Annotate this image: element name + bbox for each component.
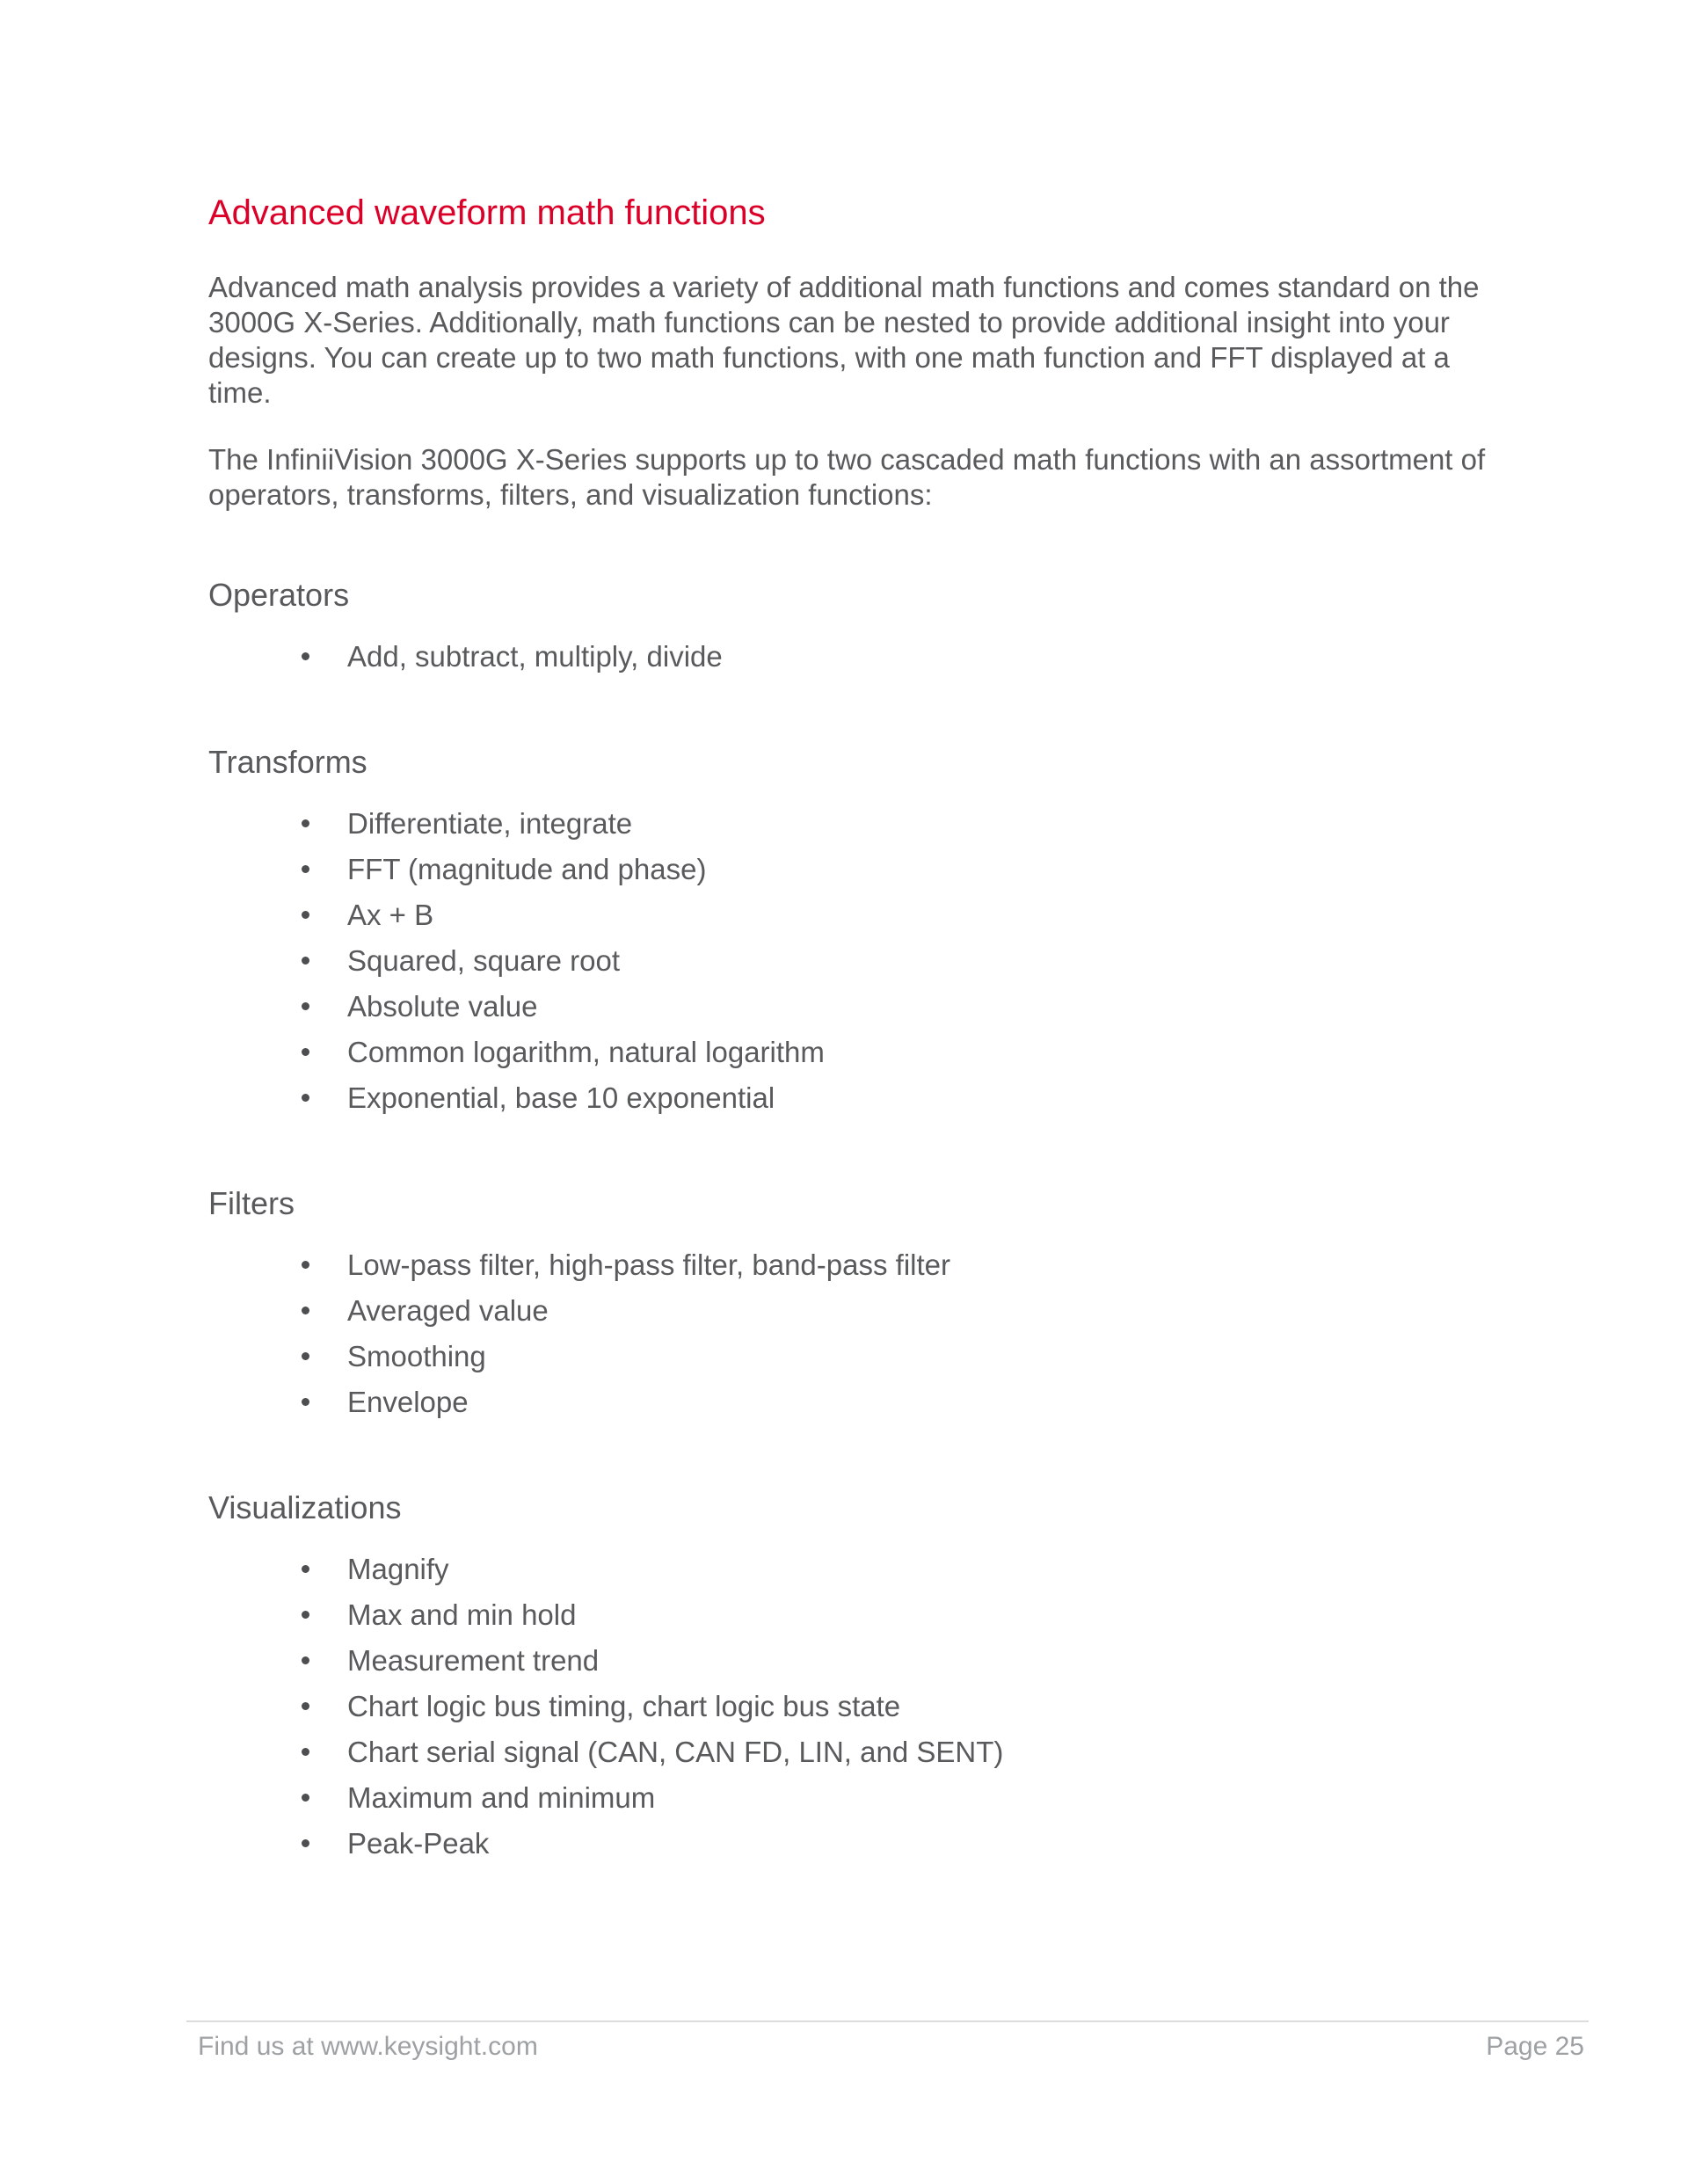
list-item-label: Squared, square root	[347, 944, 621, 977]
list-item-label: Low-pass filter, high-pass filter, band-pass filter	[347, 1249, 950, 1281]
list-item	[208, 801, 1510, 847]
footer-row	[186, 2022, 1589, 2062]
list-item	[208, 1242, 1510, 1288]
bullet-list	[208, 1242, 1510, 1425]
list-item-label: Max and min hold	[347, 1598, 577, 1631]
bullet-icon	[302, 911, 309, 919]
list-item	[208, 1380, 1510, 1425]
list-item	[208, 1821, 1510, 1867]
section-heading: Filters	[208, 1185, 295, 1221]
bullet-icon	[302, 957, 309, 965]
intro-paragraph: The InfiniiVision 3000G X-Series supports up to two cascaded math functions with an assortment of operators, transforms, filters, and visualization functions:	[208, 443, 1486, 511]
list-item-label: Absolute value	[347, 990, 538, 1023]
bullet-icon	[302, 1565, 309, 1573]
document-content	[208, 195, 1510, 1867]
bullet-icon	[302, 652, 309, 660]
bullet-icon	[302, 1307, 309, 1314]
list-item-label: Peak-Peak	[347, 1827, 490, 1860]
list-item-label: Measurement trend	[347, 1644, 600, 1677]
bullet-icon	[302, 1839, 309, 1847]
content-section	[208, 1186, 1510, 1425]
bullet-icon	[302, 1398, 309, 1406]
list-item	[208, 1030, 1510, 1075]
bullet-icon	[302, 1656, 309, 1664]
list-item-label: Ax + B	[347, 899, 434, 931]
bullet-icon	[302, 819, 309, 827]
list-item-label: Add, subtract, multiply, divide	[347, 640, 723, 673]
bullet-icon	[302, 1002, 309, 1010]
bullet-icon	[302, 1352, 309, 1360]
content-section	[208, 745, 1510, 1121]
page-number: Page 25	[1486, 2032, 1584, 2061]
bullet-icon	[302, 1261, 309, 1269]
list-item	[208, 1592, 1510, 1638]
footer-url-link[interactable]: Find us at www.keysight.com	[198, 2032, 538, 2061]
intro-paragraph: Advanced math analysis provides a variety of additional math functions and comes standard on the 3000G X-Series. Additionally, math functions can be nested to provide additional insight into your designs. You can create up to two math functions, with one math function and FFT displayed at a time.	[208, 271, 1480, 409]
list-item	[208, 1684, 1510, 1729]
page-footer	[186, 2020, 1589, 2062]
list-item-label: Common logarithm, natural logarithm	[347, 1036, 825, 1068]
bullet-icon	[302, 1048, 309, 1056]
bullet-icon	[302, 1748, 309, 1756]
list-item-label: FFT (magnitude and phase)	[347, 853, 707, 885]
list-item	[208, 1547, 1510, 1592]
list-item	[208, 984, 1510, 1030]
section-heading: Visualizations	[208, 1489, 402, 1525]
bullet-icon	[302, 1702, 309, 1710]
bullet-list	[208, 634, 1510, 680]
bullet-icon	[302, 1794, 309, 1802]
list-item	[208, 1075, 1510, 1121]
list-item	[208, 1638, 1510, 1684]
list-item-label: Envelope	[347, 1386, 469, 1418]
list-item-label: Maximum and minimum	[347, 1781, 656, 1814]
list-item	[208, 1334, 1510, 1380]
list-item	[208, 1288, 1510, 1334]
list-item-label: Chart serial signal (CAN, CAN FD, LIN, and SENT)	[347, 1736, 1004, 1768]
content-section	[208, 578, 1510, 680]
content-section	[208, 1490, 1510, 1867]
bullet-icon	[302, 1094, 309, 1102]
section-heading: Transforms	[208, 744, 367, 780]
list-item	[208, 938, 1510, 984]
list-item-label: Magnify	[347, 1553, 449, 1585]
list-item	[208, 1775, 1510, 1821]
list-item	[208, 634, 1510, 680]
list-item-label: Exponential, base 10 exponential	[347, 1081, 775, 1114]
list-item	[208, 847, 1510, 892]
bullet-list	[208, 1547, 1510, 1867]
page-title: Advanced waveform math functions	[208, 193, 766, 232]
section-heading: Operators	[208, 577, 350, 613]
bullet-icon	[302, 865, 309, 873]
bullet-list	[208, 801, 1510, 1121]
list-item-label: Smoothing	[347, 1340, 486, 1372]
list-item	[208, 892, 1510, 938]
list-item	[208, 1729, 1510, 1775]
list-item-label: Chart logic bus timing, chart logic bus state	[347, 1690, 901, 1722]
list-item-label: Differentiate, integrate	[347, 807, 633, 840]
list-item-label: Averaged value	[347, 1294, 549, 1327]
content-sections	[208, 578, 1510, 1867]
bullet-icon	[302, 1611, 309, 1619]
